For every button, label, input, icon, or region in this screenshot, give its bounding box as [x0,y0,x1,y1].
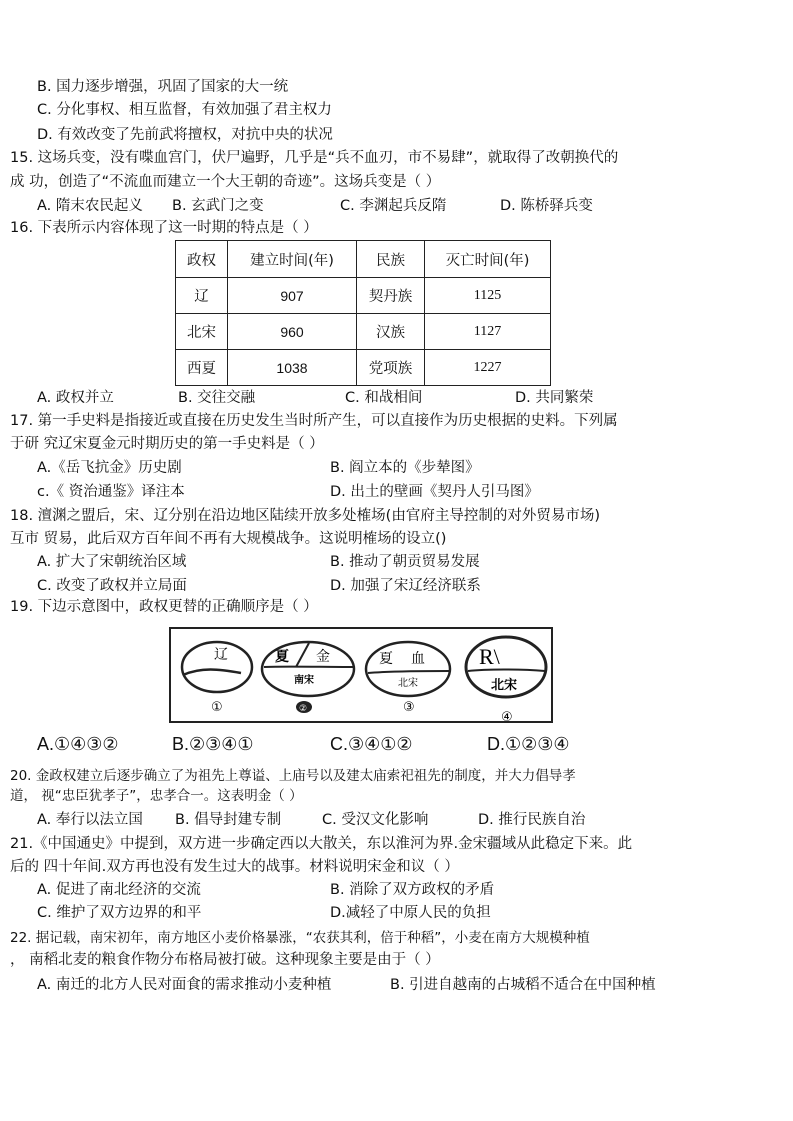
q21-stem-line1: 21.《中国通史》中提到，双方进一步确定西以大散关，东以淮河为界.金宋疆域从此稳定下来。此 [10,836,633,852]
map-1-label: 辽 [214,647,228,663]
q19-option-a: A.①④③② [37,734,119,754]
q17-option-c: c.《 资治通鉴》译注本 [37,484,185,500]
q16-stem: 16. 下表所示内容体现了这一时期的特点是（ ） [10,220,318,236]
q14-option-b: B. 国力逐步增强，巩固了国家的大一统 [37,79,289,95]
q14-option-c: C. 分化事权、相互监督，有效加强了君主权力 [37,102,332,118]
q15-option-c: C. 李渊起兵反隋 [340,198,447,214]
table-cell: 1125 [425,278,551,314]
table-cell: 1127 [425,314,551,350]
q15-option-d: D. 陈桥驿兵变 [500,198,593,214]
map-4-label-top: R\ [479,644,500,669]
q22-option-b: B. 引进自越南的占城稻不适合在中国种植 [390,977,656,993]
q18-option-b: B. 推动了朝贡贸易发展 [330,554,480,570]
map-4-number: ④ [501,710,513,721]
table-cell: 西夏 [176,350,228,386]
map-4 [466,637,546,721]
map-3-label-beisong: 北宋 [398,678,418,689]
map-3-label-xia: 夏 [379,651,393,667]
table-cell: 契丹族 [357,278,425,314]
q16-option-d: D. 共同繁荣 [515,390,594,406]
q21-stem-line2: 后的 四十年间.双方再也没有发生过大的战事。材料说明宋金和议（ ） [10,859,459,875]
map-1-number: ① [211,700,223,715]
q21-option-a: A. 促进了南北经济的交流 [37,882,201,898]
q19-map-diagram [169,627,553,723]
q19-stem: 19. 下边示意图中，政权更替的正确顺序是（ ） [10,599,318,615]
q18-option-c: C. 改变了政权并立局面 [37,578,187,594]
q17-stem-line2: 于研 究辽宋夏金元时期历史的第一手史料是（ ） [10,436,324,452]
map-3-number: ③ [403,700,415,715]
q19-option-b: B.②③④① [172,734,254,754]
q22-option-a: A. 南迁的北方人民对面食的需求推动小麦种植 [37,977,332,993]
q19-option-d: D.①②③④ [487,734,570,754]
map-2-label-jin: 金 [316,649,330,665]
map-2-label-xia: 夏 [275,649,289,665]
q16-option-b: B. 交往交融 [178,390,256,406]
map-1 [182,642,252,715]
q16-table [175,240,551,386]
map-4-label-beisong: 北宋 [491,678,518,693]
table-cell: 907 [228,278,357,314]
q15-option-b: B. 玄武门之变 [172,198,264,214]
table-cell: 辽 [176,278,228,314]
q15-option-a: A. 隋末农民起义 [37,198,143,214]
map-2 [262,642,354,714]
q17-stem-line1: 17. 第一手史料是指接近或直接在历史发生当时所产生，可以直接作为历史根据的史料。下列属 [10,413,618,429]
table-cell: 1227 [425,350,551,386]
q20-stem-line1: 20. 金政权建立后逐步确立了为祖先上尊谥、上庙号以及建太庙索祀祖先的制度，并大力倡导孝 [10,768,576,784]
table-cell: 960 [228,314,357,350]
table-cell: 北宋 [176,314,228,350]
table-header-cell: 政权 [176,241,228,278]
table-cell: 1038 [228,350,357,386]
q20-stem-line2: 道， 视“忠臣犹孝子”，忠孝合一。这表明金（ ） [10,788,303,804]
q18-option-d: D. 加强了宋辽经济联系 [330,578,481,594]
q18-stem-line1: 18. 澶渊之盟后，宋、辽分别在沿边地区陆续开放多处榷场(由官府主导控制的对外贸易市场) [10,508,600,524]
q15-stem-line1: 15. 这场兵变，没有喋血宫门，伏尸遍野，几乎是“兵不血刃，市不易肆”，就取得了改朝换代的 [10,150,619,166]
q17-option-d: D. 出土的壁画《契丹人引马图》 [330,484,539,500]
table-header-cell: 民族 [357,241,425,278]
q20-option-b: B. 倡导封建专制 [175,812,282,828]
q21-option-b: B. 消除了双方政权的矛盾 [330,882,495,898]
q20-option-c: C. 受汉文化影响 [322,812,429,828]
map-2-number: ② [299,704,308,714]
q16-option-c: C. 和战相间 [345,390,423,406]
map-2-label-nansong: 南宋 [294,675,314,686]
q19-option-c: C.③④①② [330,734,413,754]
q22-stem-line1: 22. 据记载，南宋初年，南方地区小麦价格暴涨，“农获其利，倍于种稻”，小麦在南方大规模种植 [10,930,590,946]
q15-stem-line2: 成 功，创造了“不流血而建立一个大王朝的奇迹”。这场兵变是（ ） [10,174,441,190]
q17-option-a: A.《岳飞抗金》历史剧 [37,460,182,476]
table-cell: 党项族 [357,350,425,386]
q21-option-d: D.减轻了中原人民的负担 [330,905,491,921]
q20-option-a: A. 奉行以法立国 [37,812,143,828]
q20-option-d: D. 推行民族自治 [478,812,586,828]
q16-option-a: A. 政权并立 [37,390,114,406]
q21-option-c: C. 维护了双方边界的和平 [37,905,202,921]
table-cell: 汉族 [357,314,425,350]
q18-stem-line2: 互市 贸易，此后双方百年间不再有大规模战争。这说明榷场的设立() [10,531,447,547]
q14-option-d: D. 有效改变了先前武将擅权，对抗中央的状况 [37,127,333,143]
table-header-cell: 建立时间(年) [228,241,357,278]
map-3 [366,642,450,715]
q17-option-b: B. 阎立本的《步辇图》 [330,460,480,476]
q22-stem-line2: ， 南稻北麦的粮食作物分布格局被打破。这种现象主要是由于（ ） [10,952,440,968]
q18-option-a: A. 扩大了宋朝统治区域 [37,554,187,570]
map-3-label-top: 血 [411,651,425,667]
map-sketches [171,629,551,721]
table-header-cell: 灭亡时间(年) [425,241,551,278]
